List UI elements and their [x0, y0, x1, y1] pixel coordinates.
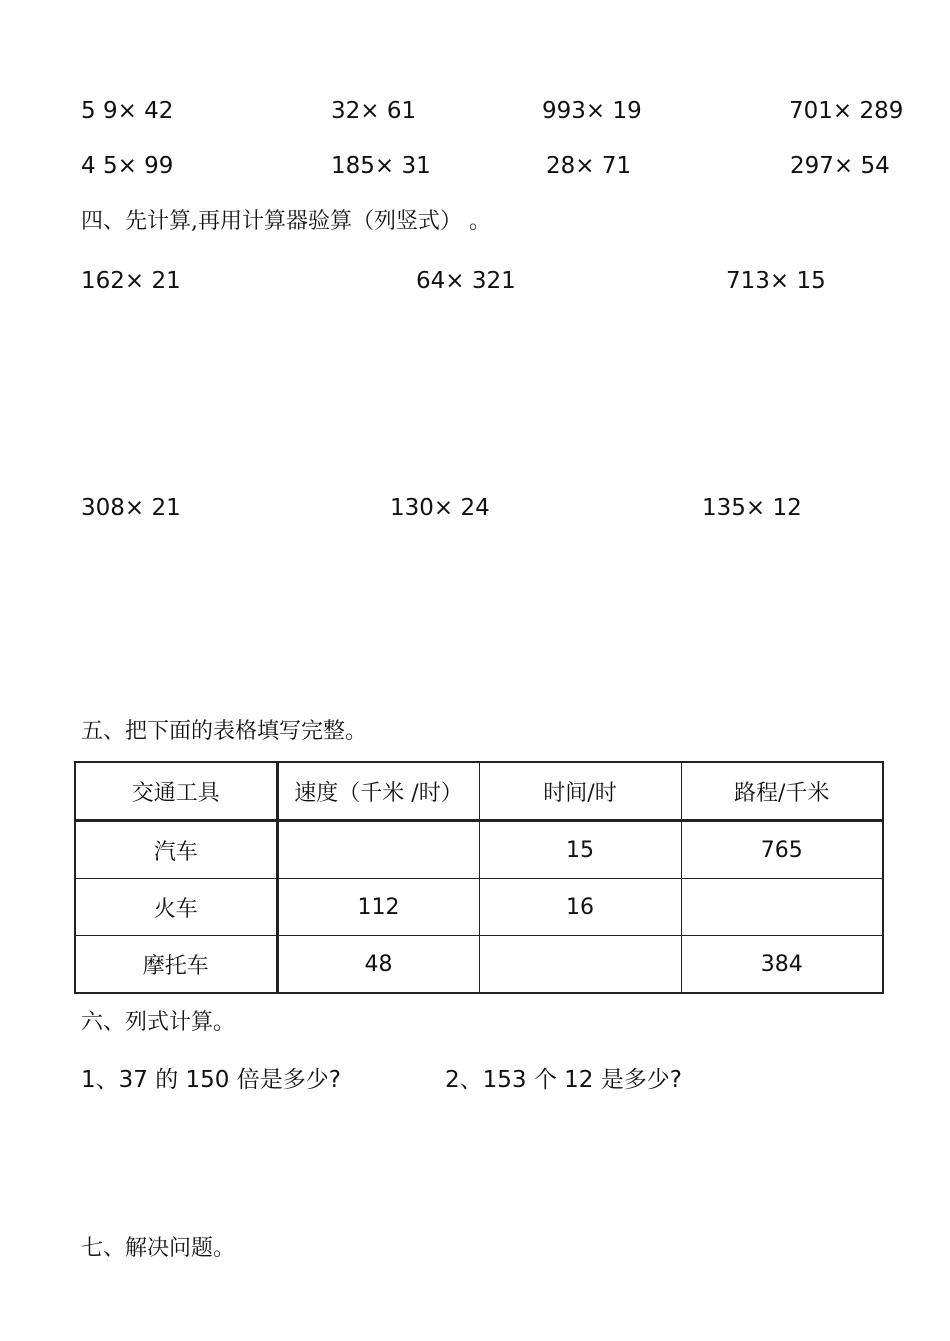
calc-r1-c1: 162× 21: [81, 268, 181, 294]
cell-distance: 765: [681, 821, 883, 879]
table-header-row: [75, 762, 883, 821]
calc-r2-c1: 308× 21: [81, 495, 181, 521]
expr-r2-c1: 4 5× 99: [81, 153, 174, 179]
section-7-heading: 七、解决问题。: [81, 1236, 236, 1261]
calc-r1-c3: 713× 15: [726, 268, 826, 294]
cell-time: 16: [479, 879, 681, 936]
expr-r2-c3: 28× 71: [546, 153, 632, 179]
table-row: [75, 821, 883, 879]
table-row: [75, 936, 883, 994]
calc-r1-c2: 64× 321: [416, 268, 516, 294]
cell-time: [479, 936, 681, 994]
header-vehicle: 交通工具: [75, 762, 277, 821]
cell-speed: [277, 821, 479, 879]
cell-vehicle: 摩托车: [75, 936, 277, 994]
section-4-heading: 四、先计算,再用计算器验算（列竖式） 。: [81, 209, 491, 234]
question-2: 2、153 个 12 是多少?: [445, 1067, 682, 1093]
expr-r2-c4: 297× 54: [790, 153, 890, 179]
cell-speed: 112: [277, 879, 479, 936]
header-distance: 路程/千米: [681, 762, 883, 821]
calc-r2-c3: 135× 12: [702, 495, 802, 521]
question-1: 1、37 的 150 倍是多少?: [81, 1067, 341, 1093]
section-5-heading: 五、把下面的表格填写完整。: [81, 719, 368, 744]
expr-r1-c2: 32× 61: [331, 98, 417, 124]
cell-speed: 48: [277, 936, 479, 994]
expr-r1-c3: 993× 19: [542, 98, 642, 124]
header-time: 时间/时: [479, 762, 681, 821]
cell-distance: [681, 879, 883, 936]
expr-r2-c2: 185× 31: [331, 153, 431, 179]
header-speed: 速度（千米 /时）: [277, 762, 479, 821]
expr-r1-c1: 5 9× 42: [81, 98, 174, 124]
cell-time: 15: [479, 821, 681, 879]
cell-vehicle: 火车: [75, 879, 277, 936]
calc-r2-c2: 130× 24: [390, 495, 490, 521]
speed-time-distance-table: [74, 761, 884, 994]
cell-vehicle: 汽车: [75, 821, 277, 879]
expr-r1-c4: 701× 289: [789, 98, 904, 124]
cell-distance: 384: [681, 936, 883, 994]
table-row: [75, 879, 883, 936]
section-6-heading: 六、列式计算。: [81, 1010, 236, 1035]
